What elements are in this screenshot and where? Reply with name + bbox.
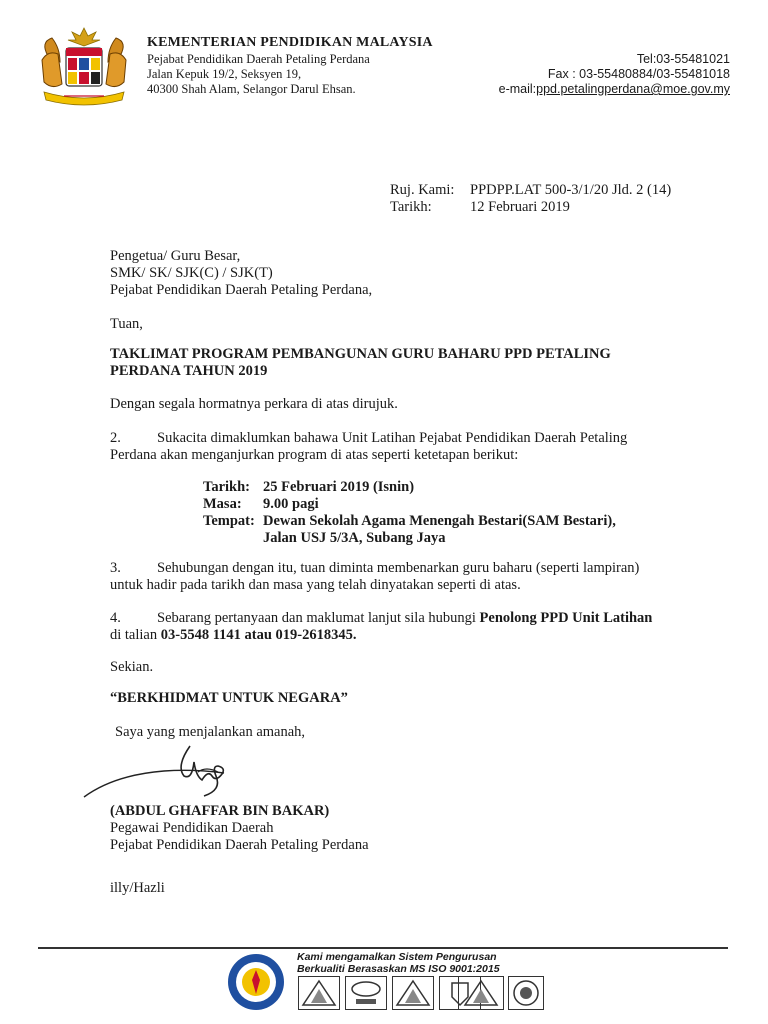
para4-number: 4. bbox=[110, 610, 121, 626]
para3-line-1: Sehubungan dengan itu, tuan diminta membenarkan guru baharu (seperti lampiran) bbox=[157, 560, 640, 576]
telephone: Tel:03-55481021 bbox=[636, 52, 730, 66]
fax: Fax : 03-55480884/03-55481018 bbox=[547, 67, 730, 81]
footer-divider bbox=[38, 947, 728, 949]
para4-phone-numbers: 03-5548 1141 atau 019-2618345. bbox=[160, 627, 357, 643]
amanah-line: Saya yang menjalankan amanah, bbox=[115, 724, 306, 740]
signatory-name: (ABDUL GHAFFAR BIN BAKAR) bbox=[110, 803, 330, 819]
motto: “BERKHIDMAT UNTUK NEGARA” bbox=[110, 690, 348, 706]
ministry-name: KEMENTERIAN PENDIDIKAN MALAYSIA bbox=[147, 35, 433, 50]
signature-icon bbox=[80, 742, 260, 804]
email-label: e-mail: bbox=[498, 82, 537, 96]
detail-masa-label: Masa: bbox=[203, 496, 242, 512]
ruj-label: Ruj. Kami: bbox=[390, 182, 455, 198]
detail-tempat-value-2: Jalan USJ 5/3A, Subang Jaya bbox=[263, 530, 446, 546]
para4-line-1 bbox=[157, 610, 652, 627]
quality-system-badge-icon bbox=[298, 976, 340, 1010]
detail-tempat-value-1: Dewan Sekolah Agama Menengah Bestari(SAM Bestari), bbox=[263, 513, 616, 529]
subject-line-2: PERDANA TAHUN 2019 bbox=[110, 363, 268, 379]
signatory-title: Pegawai Pendidikan Daerah bbox=[110, 820, 274, 836]
closing: Sekian. bbox=[110, 659, 154, 675]
subject-line-1: TAKLIMAT PROGRAM PEMBANGUNAN GURU BAHARU PPD PETALING bbox=[110, 346, 611, 362]
para4-text-2: di talian bbox=[110, 627, 161, 643]
tarikh-label: Tarikh: bbox=[390, 199, 432, 215]
salutation: Tuan, bbox=[110, 316, 143, 332]
detail-tempat-label: Tempat: bbox=[203, 513, 255, 529]
detail-tarikh-label: Tarikh: bbox=[203, 479, 251, 495]
quality-system-badge-2-icon bbox=[392, 976, 434, 1010]
signatory-office: Pejabat Pendidikan Daerah Petaling Perdana bbox=[110, 837, 369, 853]
address-line-2: Jalan Kepuk 19/2, Seksyen 19, bbox=[147, 67, 302, 81]
recipient-line-1: Pengetua/ Guru Besar, bbox=[110, 248, 241, 264]
coat-of-arms-icon bbox=[34, 26, 134, 106]
para3-number: 3. bbox=[110, 560, 121, 576]
footer-iso-line-2: Berkualiti Berasaskan MS ISO 9001:2015 bbox=[297, 963, 500, 975]
ukas-badge-icon bbox=[345, 976, 387, 1010]
address-line-1: Pejabat Pendidikan Daerah Petaling Perdana bbox=[147, 52, 370, 66]
opening-line: Dengan segala hormatnya perkara di atas dirujuk. bbox=[110, 396, 398, 412]
footer-iso-line-1: Kami mengamalkan Sistem Pengurusan bbox=[297, 951, 497, 963]
address-line-3: 40300 Shah Alam, Selangor Darul Ehsan. bbox=[147, 82, 356, 96]
ruj-value: PPDPP.LAT 500-3/1/20 Jld. 2 (14) bbox=[470, 182, 672, 198]
para4-line-2 bbox=[110, 627, 357, 644]
recipient-line-3: Pejabat Pendidikan Daerah Petaling Perdana, bbox=[110, 282, 373, 298]
email-link[interactable]: ppd.petalingperdana@moe.gov.my bbox=[536, 82, 730, 96]
email-line bbox=[499, 82, 730, 96]
iqnet-badge-icon bbox=[508, 976, 544, 1010]
tarikh-value: 12 Februari 2019 bbox=[470, 199, 570, 215]
initials: illy/Hazli bbox=[110, 880, 165, 896]
recipient-line-2: SMK/ SK/ SJK(C) / SJK(T) bbox=[110, 265, 273, 281]
para2-number: 2. bbox=[110, 430, 121, 446]
ppd-logo-icon bbox=[226, 950, 286, 1014]
para2-line-2: Perdana akan menganjurkan program di atas seperti ketetapan berikut: bbox=[110, 447, 519, 463]
para3-line-2: untuk hadir pada tarikh dan masa yang telah dinyatakan seperti di atas. bbox=[110, 577, 521, 593]
detail-tarikh-value: 25 Februari 2019 (Isnin) bbox=[263, 479, 415, 495]
para2-line-1: Sukacita dimaklumkan bahawa Unit Latihan Pejabat Pendidikan Daerah Petaling bbox=[157, 430, 628, 446]
detail-masa-value: 9.00 pagi bbox=[263, 496, 319, 512]
footer-iso-text bbox=[297, 951, 500, 975]
quality-system-badge-3-icon bbox=[458, 976, 504, 1010]
para4-text-1: Sebarang pertanyaan dan maklumat lanjut sila hubungi bbox=[157, 610, 480, 626]
para4-contact-unit: Penolong PPD Unit Latihan bbox=[479, 610, 653, 626]
